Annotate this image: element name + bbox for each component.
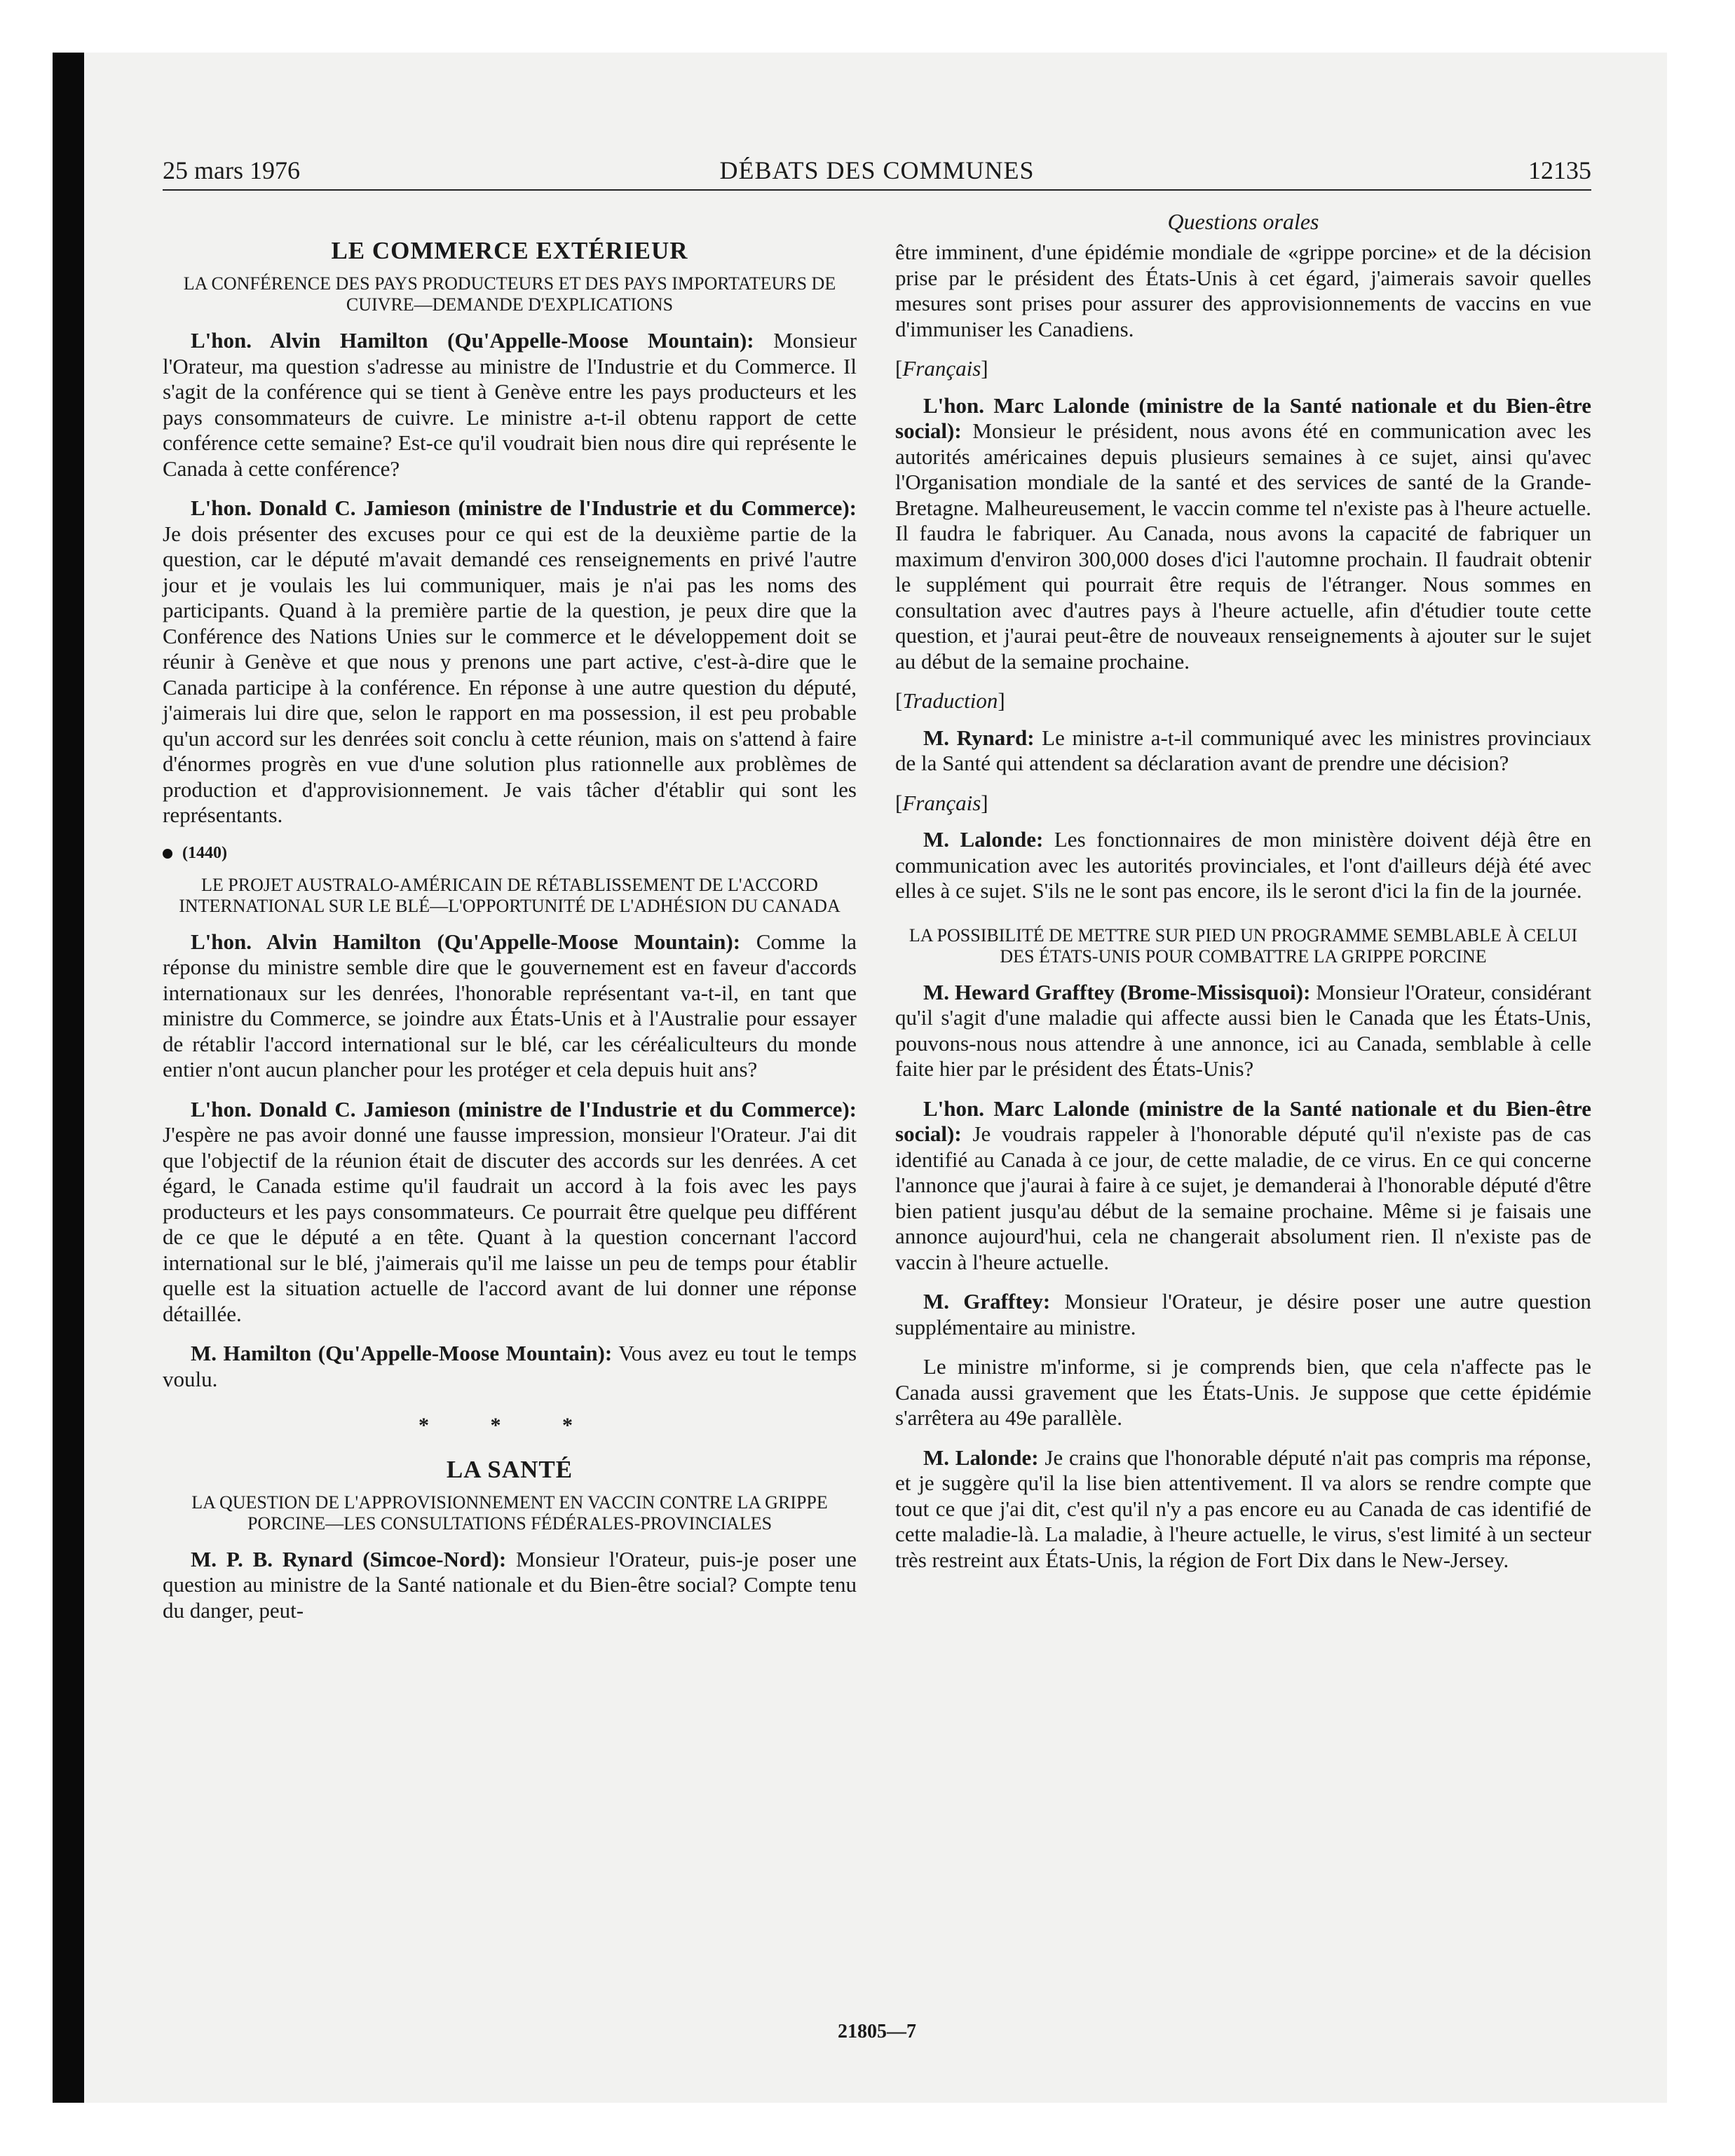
- bullet-icon: [163, 849, 172, 859]
- header-rule: [163, 189, 1591, 191]
- subhead-vaccin: LA QUESTION DE L'APPROVISIONNEMENT EN VACCIN CONTRE LA GRIPPE PORCINE—LES CONSULTATIONS FÉDÉRALES-PROVINCIALES: [191, 1492, 828, 1534]
- section-title-sante: LA SANTÉ: [446, 1455, 573, 1483]
- speaker-name: L'hon. Donald C. Jamieson (ministre de l'Industrie et du Commerce):: [191, 496, 857, 520]
- paragraph-text: Les fonctionnaires de mon ministère doivent déjà être en communication avec les autorités provinciales, et l'ont d'ailleurs déjà été avec elles à ce sujet. S'ils ne le sont pas encore, ils le seront d'ici la fin de la journée.: [895, 827, 1591, 903]
- paragraph-text: Monsieur l'Orateur, considérant qu'il s'agit d'une maladie qui affecte aussi bien le Canada que les États-Unis, pouvons-nous nous attendre à une annonce, ici au Canada, semblable à celle faite hier par le président des États-Unis?: [895, 979, 1592, 1081]
- paragraph: [895, 1445, 1591, 1574]
- paragraph: [895, 1096, 1591, 1276]
- paragraph-text: Monsieur le président, nous avons été en communication avec les autorités américaines depuis plusieurs semaines à ce sujet, ainsi qu'avec l'Organisation mondiale de la santé et des services de santé de la Grande-Bretagne. Malheureusement, le vaccin comme tel n'existe pas à l'heure actuelle. Il faudra le fabriquer. Au Canada, nous avons la capacité de fabriquer un maximum d'environ 300,000 doses d'ici l'automne prochain. Il faudrait obtenir le supplément qui pourrait être requis de l'étranger. Nous sommes en consultation avec d'autres pays à l'heure actuelle, afin d'étudier toute cette question, et j'aurai peut-être de nouveaux renseignements à ajouter sur le sujet au début de la semaine prochaine.: [895, 418, 1591, 674]
- page-header: [163, 153, 1591, 188]
- paragraph: [163, 929, 857, 1083]
- speaker-name: L'hon. Marc Lalonde (ministre de la Santé nationale et du Bien-être social):: [895, 1096, 1591, 1146]
- timestamp-text: (1440): [182, 843, 227, 862]
- language-marker: [ Français ]: [895, 356, 1591, 382]
- speaker-name: M. Lalonde:: [923, 1445, 1039, 1470]
- paragraph-text: J'espère ne pas avoir donné une fausse impression, monsieur l'Orateur. J'ai dit que l'objectif de la réunion était de discuter des accords sur les denrées. A cet égard, le Canada estime qu'il faudrait un accord à la fois avec les pays producteurs et les pays consommateurs. Ce pourrait être quelque peu différent de ce que le député a en tête. Quant à la question concernant l'accord international sur le blé, j'aimerais qu'il me laisse un peu de temps pour établir quelle est la situation actuelle de l'accord avant de lui donner une réponse détaillée.: [163, 1122, 857, 1326]
- paragraph-text: Comme la réponse du ministre semble dire que le gouvernement est en faveur d'accords internationaux sur les denrées, l'honorable représentant va-t-il, en tant que ministre du Commerce, se joindre aux États-Unis et à l'Australie pour essayer de rétablir l'accord international sur le blé, car les céréaliculteurs du monde entier n'ont aucun plancher pour les protéger et cela depuis huit ans?: [163, 929, 857, 1082]
- page-footer-code: 21805—7: [838, 2021, 916, 2042]
- speaker-name: L'hon. Alvin Hamilton (Qu'Appelle-Moose Mountain):: [191, 328, 754, 353]
- subhead-cuivre: LA CONFÉRENCE DES PAYS PRODUCTEURS ET DES PAYS IMPORTATEURS DE CUIVRE—DEMANDE D'EXPLICATIONS: [183, 273, 836, 315]
- timestamp-marker: [163, 842, 857, 864]
- paragraph: [163, 496, 857, 828]
- subhead-programme: LA POSSIBILITÉ DE METTRE SUR PIED UN PROGRAMME SEMBLABLE À CELUI DES ÉTATS-UNIS POUR COMBATTRE LA GRIPPE PORCINE: [909, 925, 1578, 967]
- speaker-name: L'hon. Marc Lalonde (ministre de la Santé nationale et du Bien-être social):: [895, 393, 1591, 443]
- left-column: [163, 237, 857, 1637]
- paragraph-text: Le ministre m'informe, si je comprends bien, que cela n'affecte pas le Canada aussi gravement que les États-Unis. Je suppose que cette épidémie s'arrêtera au 49e parallèle.: [895, 1354, 1591, 1430]
- paragraph-text: Je dois présenter des excuses pour ce qui est de la deuxième partie de la question, car le député m'avait demandé ces renseignements en privé l'autre jour et je voulais les lui communiquer, mais je n'ai pas les noms des participants. Quand à la première partie de la question, je peux dire que la Conférence des Nations Unies sur le commerce et le développement doit se réunir à Genève et que nous y prenons une part active, c'est-à-dire que le Canada participe à la conférence. En réponse à une autre question du député, j'aimerais lui dire que, selon le rapport en ma possession, il est peu probable qu'un accord sur les denrées soit conclu à cette réunion, mais on s'attend à faire d'énormes progrès en vue d'une solution plus rationnelle aux problèmes de production et d'approvisionnement. Je vais tâcher d'établir qui sont les représentants.: [163, 521, 857, 827]
- paragraph: [163, 1547, 857, 1624]
- language-marker: [ Traduction ]: [895, 688, 1591, 714]
- speaker-name: M. Grafftey:: [923, 1289, 1051, 1314]
- document-page: [163, 153, 1591, 2045]
- speaker-name: M. Hamilton (Qu'Appelle-Moose Mountain):: [191, 1341, 613, 1365]
- paragraph-text: Je crains que l'honorable député n'ait pas compris ma réponse, et je suggère qu'il la lise bien attentivement. Il va alors se rendre compte que tout ce que j'ai dit, c'est qu'il n'y a pas encore eu au Canada de cas identifié de cette maladie-là. La maladie, à l'heure actuelle, le virus, s'est limité à un secteur très restreint aux États-Unis, la région de Fort Dix dans le New-Jersey.: [895, 1445, 1592, 1572]
- paragraph-text: Le ministre a-t-il communiqué avec les ministres provinciaux de la Santé qui attendent sa déclaration avant de prendre une décision?: [895, 725, 1592, 775]
- paragraph-text: Je voudrais rappeler à l'honorable député qu'il n'existe pas de cas identifié au Canada à ce jour, de cette maladie, de ce virus. En ce qui concerne l'annonce que j'aurai à faire à ce sujet, je demanderai à l'honorable député d'être bien patient jusqu'au début de la semaine prochaine. Même si je faisais une annonce aujourd'hui, cela ne changerait absolument rien. Il n'existe pas de vaccin à l'heure actuelle.: [895, 1121, 1591, 1274]
- paragraph: [895, 1354, 1591, 1431]
- speaker-name: M. Lalonde:: [923, 827, 1044, 852]
- paragraph: [163, 1097, 857, 1328]
- paragraph: [895, 240, 1591, 342]
- header-page-number: 12135: [1528, 156, 1591, 184]
- paragraph-text: Monsieur l'Orateur, ma question s'adresse au ministre de l'Industrie et du Commerce. Il s'agit de la conférence qui se tient à Genève entre les pays producteurs et les pays consommateurs de cuivre. Le ministre a-t-il obtenu rapport de cette conférence cette semaine? Est-ce qu'il voudrait bien nous dire qui représente le Canada à cette conférence?: [163, 328, 857, 481]
- scan-binding-edge: [53, 53, 84, 2103]
- paragraph: [163, 328, 857, 482]
- speaker-name: L'hon. Alvin Hamilton (Qu'Appelle-Moose Mountain):: [191, 929, 741, 954]
- running-head: Questions orales: [1167, 209, 1319, 234]
- speaker-name: M. P. B. Rynard (Simcoe-Nord):: [191, 1546, 507, 1571]
- paragraph: [895, 393, 1591, 675]
- header-title: DÉBATS DES COMMUNES: [719, 156, 1035, 184]
- language-marker: [ Français ]: [895, 791, 1591, 817]
- paragraph: [895, 827, 1591, 904]
- paragraph: [895, 980, 1591, 1082]
- paragraph: [163, 1341, 857, 1392]
- paragraph-text: Vous avez eu tout le temps voulu.: [163, 1341, 857, 1391]
- paragraph: [895, 1289, 1591, 1340]
- paragraph-text: Monsieur l'Orateur, je désire poser une autre question supplémentaire au ministre.: [895, 1289, 1592, 1339]
- right-column: [895, 209, 1591, 1587]
- section-separator: * * *: [419, 1414, 601, 1437]
- speaker-name: M. Rynard:: [923, 725, 1035, 750]
- paragraph: [895, 725, 1591, 777]
- section-title-commerce: LE COMMERCE EXTÉRIEUR: [331, 237, 688, 264]
- speaker-name: M. Heward Grafftey (Brome-Missisquoi):: [923, 979, 1311, 1004]
- paragraph-text: être imminent, d'une épidémie mondiale de «grippe porcine» et de la décision prise par le président des États-Unis à cet égard, j'aimerais savoir quelles mesures sont prises pour assurer des approvisionnements de vaccins en vue d'immuniser les Canadiens.: [895, 240, 1591, 341]
- header-date: 25 mars 1976: [163, 156, 300, 184]
- speaker-name: L'hon. Donald C. Jamieson (ministre de l'Industrie et du Commerce):: [191, 1096, 857, 1121]
- paragraph-text: Monsieur l'Orateur, puis-je poser une question au ministre de la Santé nationale et du Bien-être social? Compte tenu du danger, peut-: [163, 1546, 857, 1623]
- subhead-ble: LE PROJET AUSTRALO-AMÉRICAIN DE RÉTABLISSEMENT DE L'ACCORD INTERNATIONAL SUR LE BLÉ—L'OPPORTUNITÉ DE L'ADHÉSION DU CANADA: [179, 874, 841, 916]
